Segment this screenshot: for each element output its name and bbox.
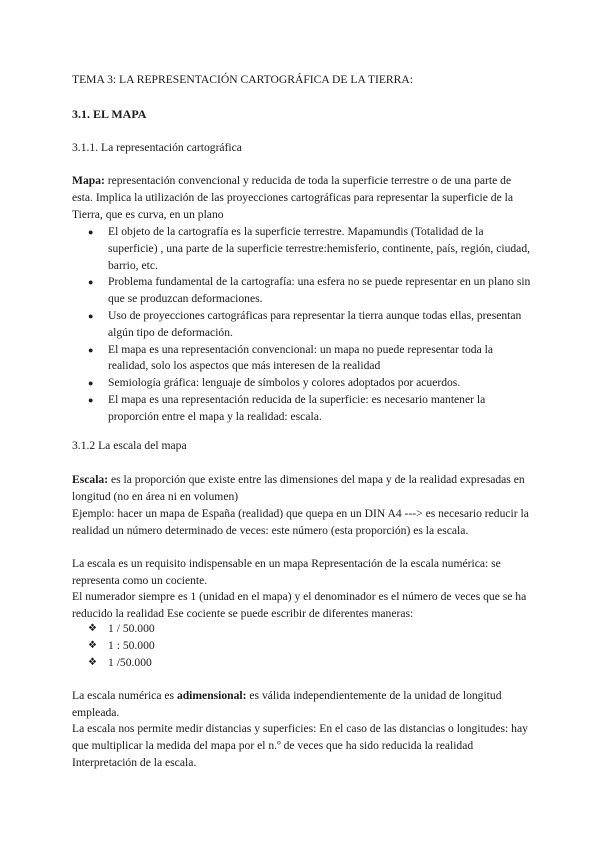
diamond-bullet-icon: ❖ [88,656,97,668]
escala-example: Ejemplo: hacer un mapa de España (realidad) que quepa en un DIN A4 ---> es necesario reducir la realidad un número determinado de veces: este número (esta proporción) es la escala. [72,507,529,537]
mapa-definition [72,173,534,223]
list-item: ● Uso de proyecciones cartográficas para representar la tierra aunque todas ellas, presentan algún tipo de deformación. [88,308,522,339]
section-heading: 3.1. EL MAPA [72,107,147,121]
subsection-heading-2: 3.1.2 La escala del mapa [72,439,187,452]
adimensional-paragraph: La escala numérica es adimensional: es válida independientemente de la unidad de longitud empleada. [72,689,502,719]
diamond-bullet-icon: ❖ [88,639,97,651]
list-item: ❖ 1 / 50.000 [72,621,534,638]
bullet-icon: ● [88,394,94,405]
list-item: ❖ 1 /50.000 [72,655,534,672]
bullet-icon: ● [88,310,94,321]
subsection-heading-1: 3.1.1. La representación cartográfica [72,141,242,154]
escala-term: Escala: [72,473,109,486]
mapa-text: representación convencional y reducida de toda la superficie terrestre o de una parte de esta. Implica la utilización de las proyecciones cartográficas para representar la superficie de la Tierra, que es curva, en un plano [72,174,513,221]
bullet-icon: ● [88,344,94,355]
list-item: ● Semiología gráfica: lenguaje de símbolos y colores adoptados por acuerdos. [72,375,534,392]
list-item: ● El mapa es una representación convencional: un mapa no puede representar toda la realidad, solo los aspectos que más interesen de la realidad [88,342,494,373]
escala-requirement: La escala es un requisito indispensable en un mapa Representación de la escala numérica: se representa como un cociente. [72,557,501,587]
map-bullet-list [72,224,534,426]
bullet-icon: ● [88,378,94,389]
measure-paragraph: La escala nos permite medir distancias y superficies: En el caso de las distancias o longitudes: hay que multiplicar la medida del mapa por el n.º de veces que ha sido reducida la realidad Interpretación de la escala. [72,722,528,769]
document-title: TEMA 3: LA REPRESENTACIÓN CARTOGRÁFICA DE LA TIERRA: [72,73,413,86]
mapa-term: Mapa: [72,174,105,187]
bullet-icon: ● [88,277,94,288]
list-item: ● Problema fundamental de la cartografía: una esfera no se puede representar en un plano sin que se produzcan deformaciones. [88,275,531,306]
escala-numerator: El numerador siempre es 1 (unidad en el mapa) y el denominador es el número de veces que se ha reducido la realidad Ese cociente se puede escribir de diferentes maneras: [72,590,527,620]
adimensional-term: adimensional: [176,689,247,702]
list-item: ● El objeto de la cartografía es la superficie terrestre. Mapamundis (Totalidad de la superficie) , una parte de la superficie terrestre:hemisferio, continente, país, región, ciudad, barrio, etc. [88,225,531,272]
list-item: ● El mapa es una representación reducida de la superficie: es necesario mantener la proporción entre el mapa y la realidad: escala. [88,392,486,423]
list-item: ❖ 1 : 50.000 [72,638,534,655]
bullet-icon: ● [88,227,94,237]
escala-text: es la proporción que existe entre las dimensiones del mapa y de la realidad expresadas en longitud (no en área ni en volumen) [72,473,525,503]
ratio-list [72,621,534,671]
diamond-bullet-icon: ❖ [88,623,97,634]
escala-definition [72,472,534,506]
